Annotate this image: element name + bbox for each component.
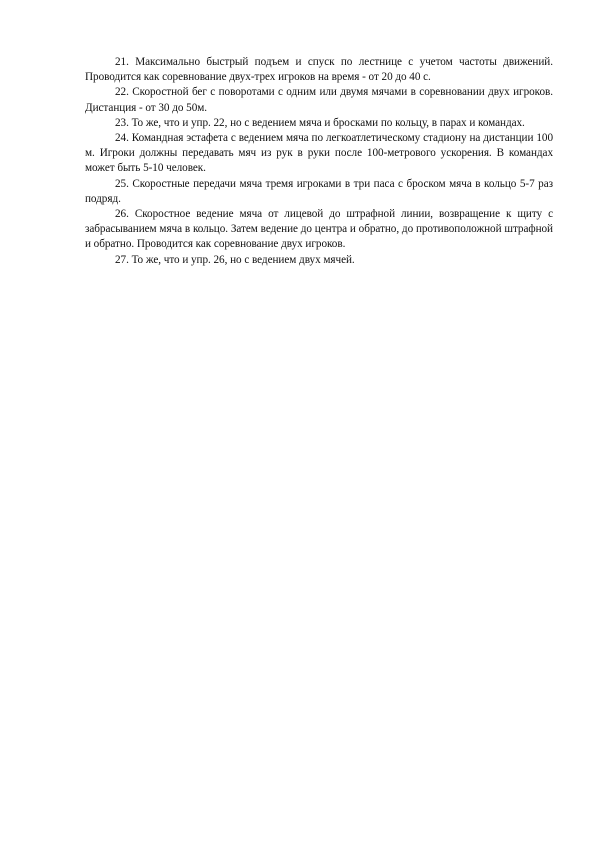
exercise-22-paragraph: 22. Скоростной бег с поворотами с одним или двумя мячами в соревновании двух игроков. Дистанция - от 30 до 50м. bbox=[85, 86, 553, 114]
exercise-21-paragraph: 21. Максимально быстрый подъем и спуск по лестнице с учетом частоты движений. Проводится как соревнование двух-трех игроков на время - от 20 до 40 с. bbox=[85, 56, 553, 84]
exercise-27-paragraph: 27. То же, что и упр. 26, но с ведением двух мячей. bbox=[115, 253, 355, 266]
exercise-23-paragraph: 23. То же, что и упр. 22, но с ведением мяча и бросками по кольцу, в парах и командах. bbox=[115, 116, 525, 129]
exercise-25-paragraph: 25. Скоростные передачи мяча тремя игроками в три паса с броском мяча в кольцо 5-7 раз подряд. bbox=[85, 177, 553, 205]
exercise-list bbox=[85, 55, 553, 268]
exercise-24-paragraph: 24. Командная эстафета с ведением мяча по легкоатлетическому стадиону на дистанции 100 м. Игроки должны передавать мяч из рук в руки после 100-метрового ускорения. В командах может быть 5-10 человек. bbox=[85, 132, 553, 175]
exercise-26-paragraph: 26. Скоростное ведение мяча от лицевой до штрафной линии, возвращение к щиту с забрасыванием мяча в кольцо. Затем ведение до центра и обратно, до противоположной штрафной и обратно. Проводится как соревнование двух игроков. bbox=[85, 208, 553, 251]
